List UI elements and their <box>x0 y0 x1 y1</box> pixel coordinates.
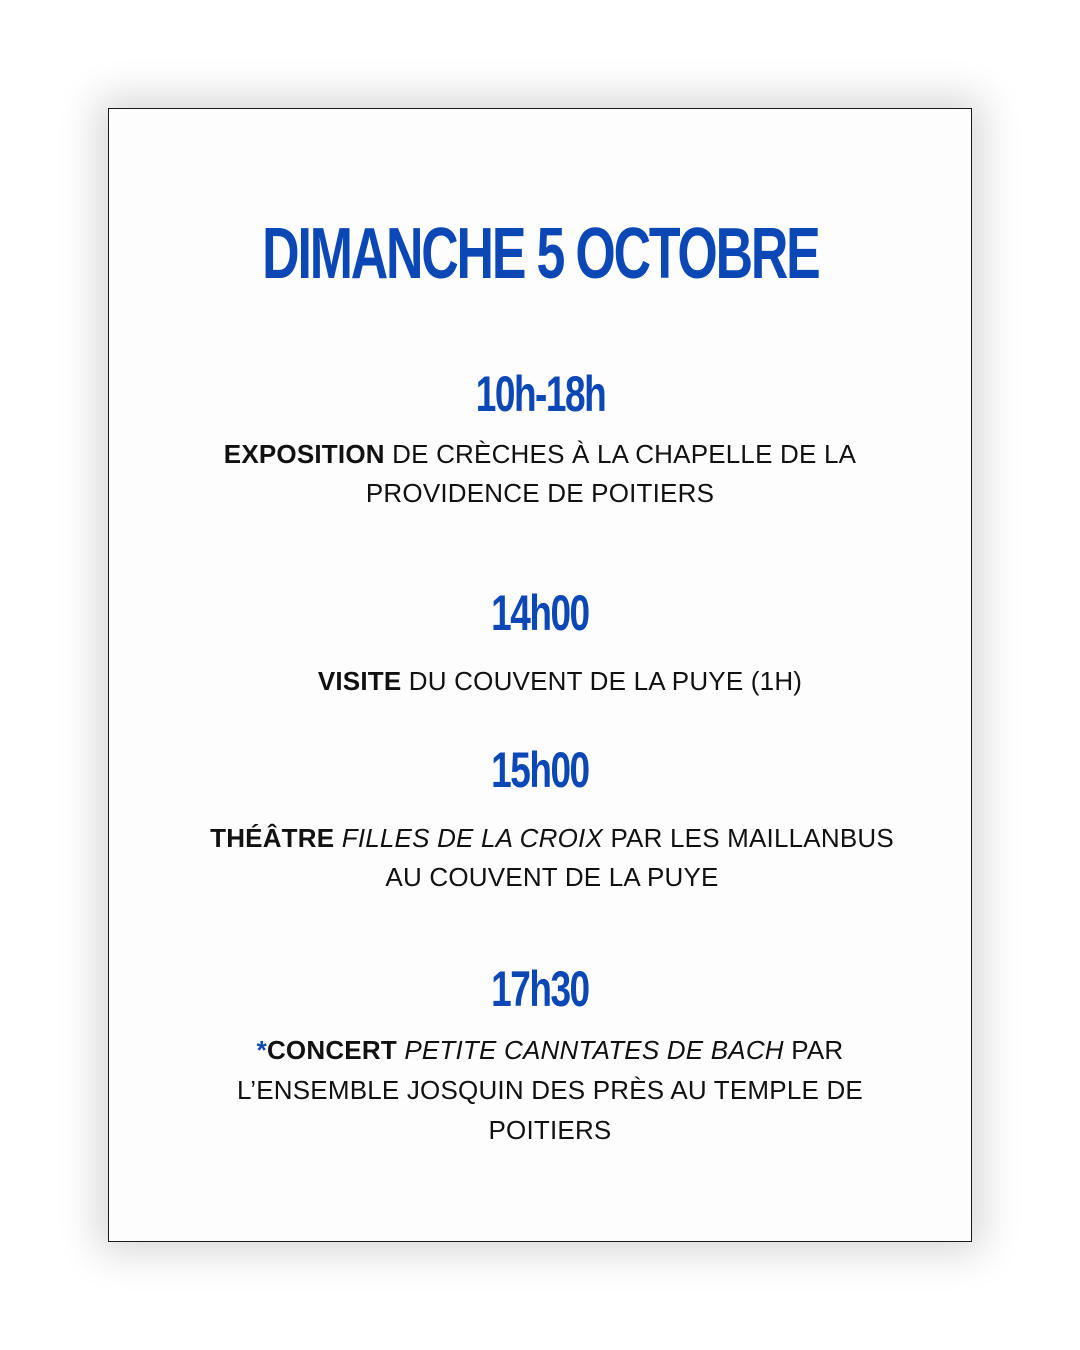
event-time <box>109 743 971 797</box>
event-description <box>178 819 902 897</box>
page-title-text: DIMANCHE 5 OCTOBRE <box>261 214 819 294</box>
event-block <box>109 586 971 701</box>
event-title: FILLES DE LA CROIX <box>341 823 604 853</box>
event-description <box>200 1030 880 1150</box>
event-type: THÉÂTRE <box>210 823 335 853</box>
event-time <box>109 367 971 421</box>
event-time-text: 17h30 <box>491 961 589 1017</box>
event-block <box>109 743 971 897</box>
asterisk-marker: * <box>256 1035 267 1065</box>
event-description <box>200 435 880 513</box>
event-details: PAR L’ENSEMBLE JOSQUIN DES PRÈS AU TEMPLE DE POITIERS <box>237 1035 863 1145</box>
event-title: PETITE CANNTATES DE BACH <box>404 1035 784 1065</box>
event-details: DU COUVENT DE LA PUYE (1H) <box>401 666 803 696</box>
event-time <box>109 586 971 640</box>
event-description <box>180 662 900 701</box>
event-time-text: 15h00 <box>491 742 589 798</box>
event-type: VISITE <box>317 666 402 696</box>
event-block <box>109 962 971 1150</box>
event-type: EXPOSITION <box>223 439 385 469</box>
event-details: DE CRÈCHES À LA CHAPELLE DE LA PROVIDENCE DE POITIERS <box>365 439 857 508</box>
event-time <box>109 962 971 1016</box>
event-details: PAR LES MAILLANBUS AU COUVENT DE LA PUYE <box>385 823 894 892</box>
event-time-text: 14h00 <box>491 585 589 641</box>
page-title <box>109 209 971 299</box>
poster-card <box>108 108 972 1242</box>
event-type: CONCERT <box>266 1035 397 1065</box>
event-time-text: 10h-18h <box>475 366 605 422</box>
event-block <box>109 367 971 513</box>
